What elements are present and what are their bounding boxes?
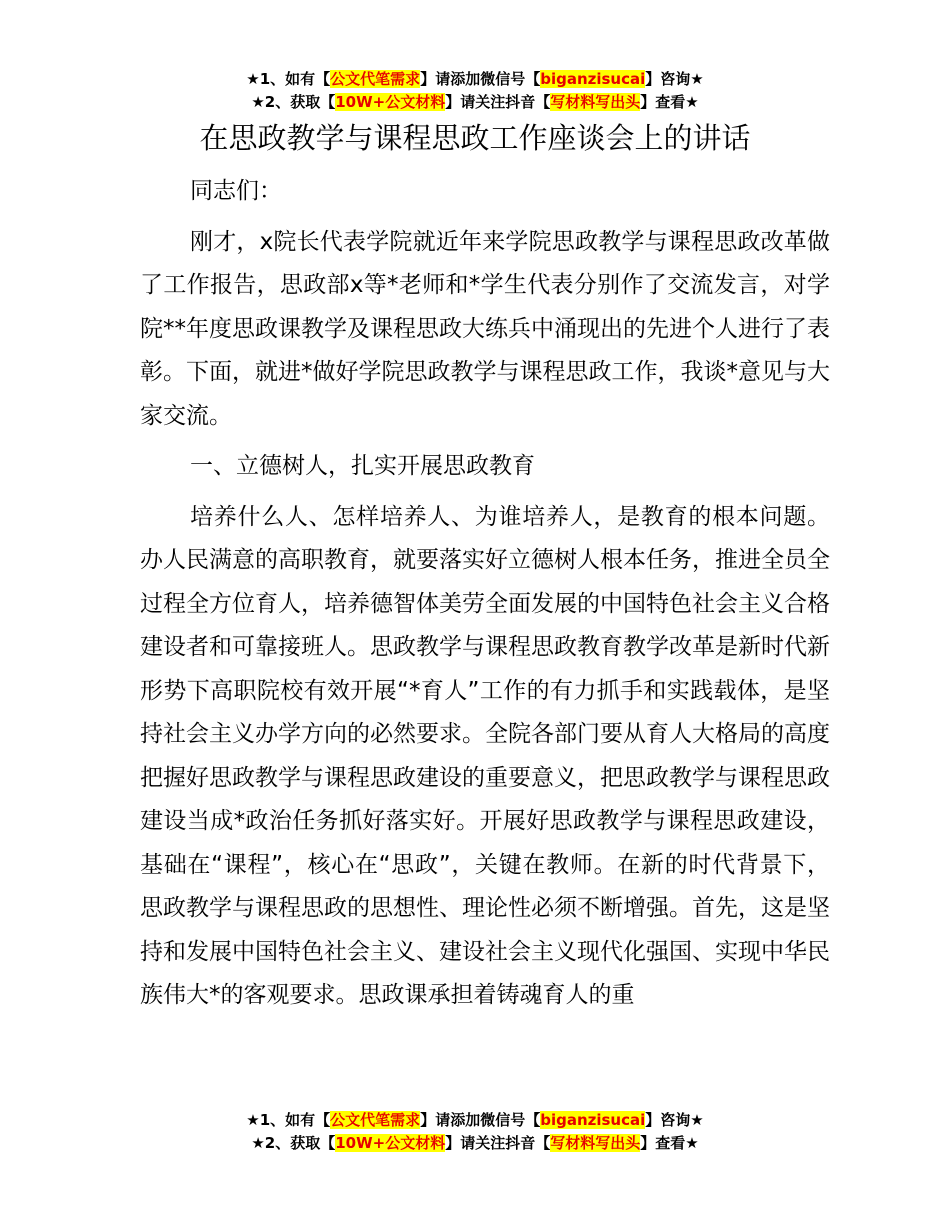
highlight-douyin-account: 写材料写出头 [550, 93, 641, 111]
document-title: 在思政教学与课程思政工作座谈会上的讲话 [199, 121, 751, 155]
highlight-wechat-id: biganzisucai [540, 1111, 646, 1129]
banner-line-2: ★2、获取【10W+公文材料】请关注抖音【写材料写出头】查看★ [251, 1134, 699, 1152]
highlight-wechat-id: biganzisucai [540, 70, 646, 88]
header-banner [0, 68, 950, 114]
highlight-materials: 10W+公文材料 [335, 1134, 446, 1152]
document-body [140, 170, 830, 1018]
highlight-service: 公文代笔需求 [330, 70, 421, 88]
footer-banner [0, 1109, 950, 1155]
highlight-douyin-account: 写材料写出头 [550, 1134, 641, 1152]
banner-line-2: ★2、获取【10W+公文材料】请关注抖音【写材料写出头】查看★ [251, 93, 699, 111]
banner-line-1: ★1、如有【公文代笔需求】请添加微信号【biganzisucai】咨询★ [246, 1111, 704, 1129]
paragraph-section-1: 培养什么人、怎样培养人、为谁培养人，是教育的根本问题。办人民满意的高职教育，就要落实好立德树人根本任务，推进全员全过程全方位育人，培养德智体美劳全面发展的中国特色社会主义合格建设者和可靠接班人。思政教学与课程思政教育教学改革是新时代新形势下高职院校有效开展“*育人”工作的有力抓手和实践载体，是坚持社会主义办学方向的必然要求。全院各部门要从育人大格局的高度把握好思政教学与课程思政建设的重要意义，把思政教学与课程思政建设当成*政治任务抓好落实好。开展好思政教学与课程思政建设，基础在“课程”，核心在“思政”，关键在教师。在新的时代背景下，思政教学与课程思政的思想性、理论性必须不断增强。首先，这是坚持和发展中国特色社会主义、建设社会主义现代化强国、实现中华民族伟大*的客观要求。思政课承担着铸魂育人的重 [140, 503, 830, 1008]
highlight-service: 公文代笔需求 [330, 1111, 421, 1129]
paragraph-intro: 刚才，x院长代表学院就近年来学院思政教学与课程思政改革做了工作报告，思政部x等*老师和*学生代表分别作了交流发言，对学院**年度思政课教学及课程思政大练兵中涌现出的先进个人进行了表彰。下面，就进*做好学院思政教学与课程思政工作，我谈*意见与大家交流。 [140, 228, 830, 429]
banner-line-1: ★1、如有【公文代笔需求】请添加微信号【biganzisucai】咨询★ [246, 70, 704, 88]
highlight-materials: 10W+公文材料 [335, 93, 446, 111]
salutation: 同志们： [190, 178, 282, 204]
section-heading-1: 一、立德树人，扎实开展思政教育 [190, 453, 535, 479]
